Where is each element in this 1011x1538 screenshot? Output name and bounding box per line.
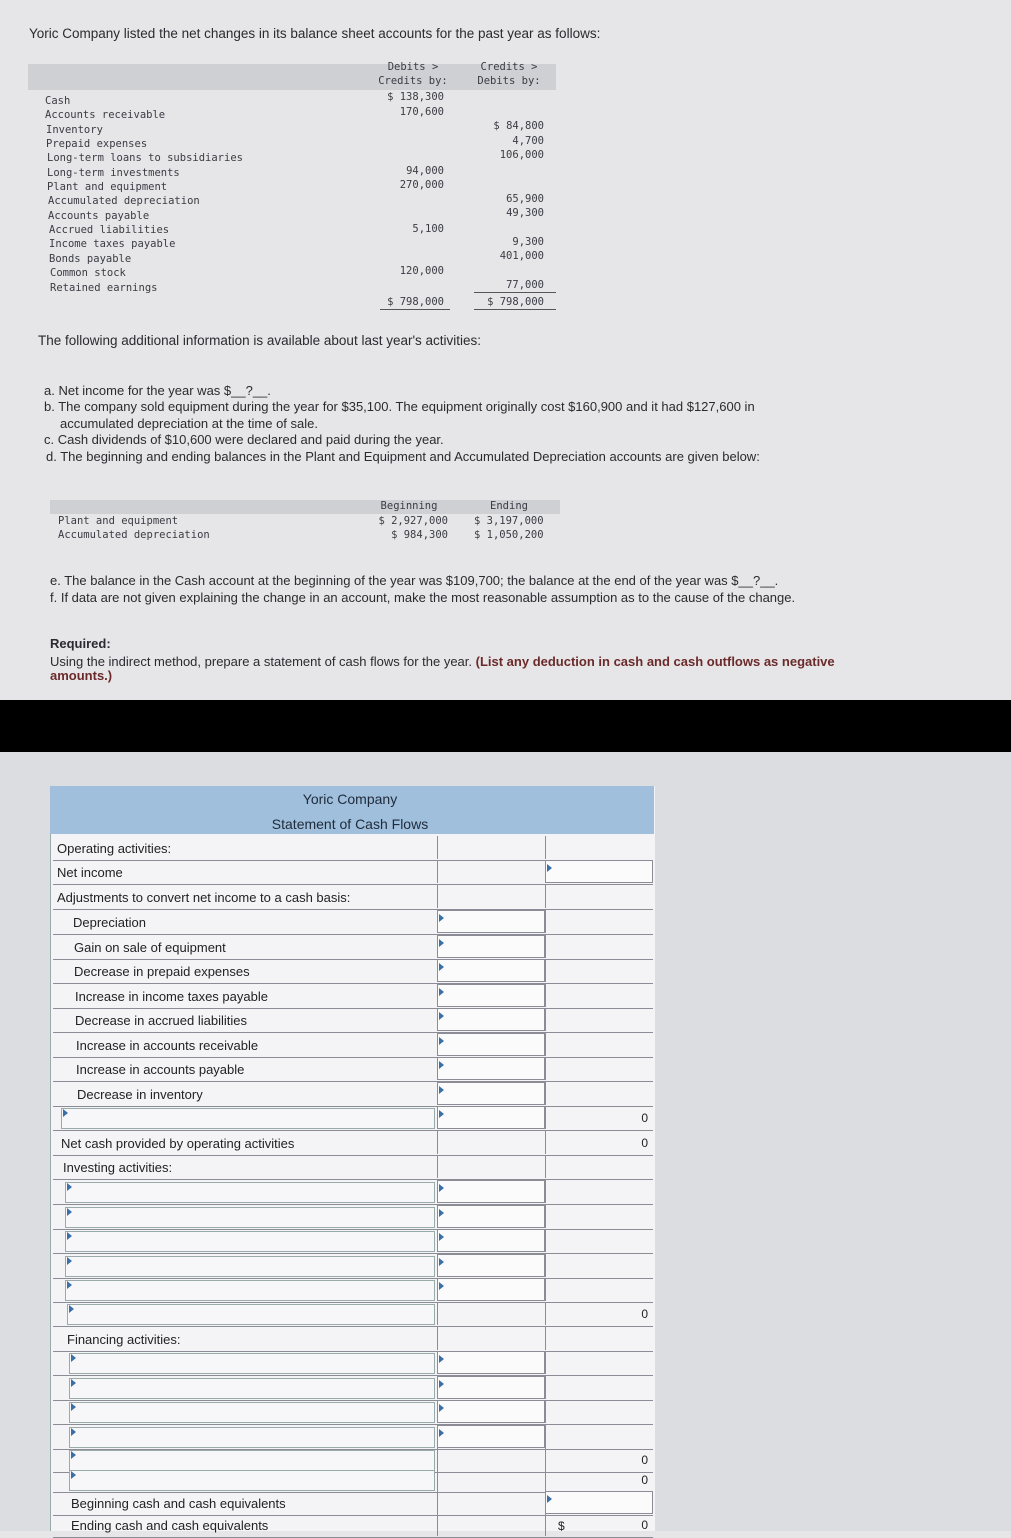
statement-input-row[interactable] <box>53 1205 653 1230</box>
amount-cell[interactable] <box>437 1180 545 1203</box>
statement-row-label: Depreciation <box>73 915 146 930</box>
amount-cell <box>437 1131 546 1154</box>
amount-cell <box>437 1513 546 1536</box>
statement-row-label: Increase in accounts receivable <box>76 1037 259 1053</box>
amount-cell <box>437 1491 546 1514</box>
statement-row <box>53 885 653 910</box>
statement-input-row[interactable] <box>53 1425 653 1450</box>
dropdown-arrow-icon[interactable] <box>67 1183 72 1191</box>
amount-cell[interactable] <box>437 1008 545 1031</box>
pe-row-ending: $ 3,197,000 <box>474 515 544 527</box>
statement-row <box>53 1327 653 1352</box>
total-cell <box>545 1254 654 1277</box>
dropdown-arrow-icon[interactable] <box>69 1305 74 1313</box>
dollar-sign: $ <box>558 1519 565 1533</box>
statement-row <box>53 1155 653 1180</box>
balance-row-credit: $ 84,800 <box>493 120 544 132</box>
cell-marker-icon <box>439 1209 444 1217</box>
dropdown-arrow-icon[interactable] <box>71 1428 76 1436</box>
balance-row-label: Income taxes payable <box>49 238 176 250</box>
statement-row <box>53 1082 653 1107</box>
cell-marker-icon <box>547 1495 552 1503</box>
amount-cell[interactable] <box>437 984 545 1007</box>
amount-cell[interactable] <box>437 1400 545 1423</box>
required-text <box>50 654 835 669</box>
cell-marker-icon <box>439 963 444 971</box>
statement-row-label: Net income <box>57 865 123 880</box>
statement-row-label: Financing activities: <box>67 1332 181 1347</box>
amount-cell[interactable] <box>437 1205 545 1228</box>
statement-row <box>53 1033 653 1058</box>
dropdown-arrow-icon[interactable] <box>71 1354 76 1362</box>
total-cell <box>545 910 654 933</box>
dropdown-arrow-icon[interactable] <box>67 1281 72 1289</box>
balance-row-credit: 106,000 <box>499 149 544 161</box>
statement-input-row[interactable] <box>53 1400 653 1425</box>
balance-row-label: Long-term loans to subsidiaries <box>47 152 243 164</box>
statement-row <box>53 959 653 984</box>
statement-row <box>53 910 653 935</box>
balance-row-credit: 4,700 <box>512 135 544 147</box>
statement-row-label: Investing activities: <box>63 1160 173 1175</box>
cell-marker-icon <box>439 1037 444 1045</box>
amount-cell <box>437 1468 546 1491</box>
total-cell <box>545 1106 654 1129</box>
total-cell <box>545 1376 654 1399</box>
balance-row-label: Accumulated depreciation <box>48 195 200 207</box>
statement-input-row[interactable] <box>53 1302 653 1327</box>
total-cell <box>545 1082 654 1105</box>
amount-cell[interactable] <box>437 1376 545 1399</box>
balance-row-debit: 94,000 <box>406 165 444 177</box>
statement-input-row[interactable] <box>53 1278 653 1303</box>
balance-row-label: Accounts receivable <box>45 109 166 121</box>
balance-row-label: Long-term investments <box>47 167 180 179</box>
cell-marker-icon <box>439 1012 444 1020</box>
info-c: c. Cash dividends of $10,600 were declared and paid during the year. <box>44 432 444 447</box>
total-value: 0 <box>641 1111 648 1125</box>
black-band <box>0 700 1011 752</box>
statement-input-row[interactable] <box>53 1254 653 1279</box>
info-f: f. If data are not given explaining the change in an account, make the most reasonable assumption as to the cause of the change. <box>50 590 796 605</box>
total-cell <box>545 1033 654 1056</box>
cell-marker-icon <box>439 1233 444 1241</box>
amount-cell <box>437 836 546 859</box>
info-b-cont: accumulated depreciation at the time of sale. <box>60 416 318 431</box>
cell-marker-icon <box>439 1258 444 1266</box>
total-cell <box>545 885 654 908</box>
statement-input-row[interactable] <box>53 1351 653 1376</box>
cell-marker-icon <box>439 1380 444 1388</box>
account-name-input[interactable] <box>65 1256 435 1277</box>
credit-total-underline <box>474 309 556 310</box>
balance-row-credit: 9,300 <box>512 236 544 248</box>
additional-info-intro: The following additional information is available about last year's activities: <box>38 333 482 348</box>
info-b: b. The company sold equipment during the year for $35,100. The equipment originally cost $160,900 and it had $127,600 in <box>44 399 755 414</box>
total-cell[interactable] <box>545 1491 653 1514</box>
total-credit: $ 798,000 <box>487 296 544 308</box>
required-note: (List any deduction in cash and cash outflows as negative <box>475 654 835 669</box>
total-debit: $ 798,000 <box>387 296 444 308</box>
amount-cell <box>437 885 546 908</box>
total-cell <box>545 935 654 958</box>
cell-marker-icon <box>439 1061 444 1069</box>
accdep-row-ending: $ 1,050,200 <box>474 529 544 541</box>
statement-row <box>53 1131 653 1156</box>
balance-row-debit: 120,000 <box>399 265 444 277</box>
total-cell <box>545 1180 654 1203</box>
total-value: 0 <box>641 1518 648 1532</box>
statement-row <box>53 1008 653 1033</box>
statement-row-label: Increase in accounts payable <box>76 1062 245 1077</box>
dropdown-arrow-icon[interactable] <box>63 1109 68 1117</box>
total-cell <box>545 1008 654 1031</box>
amount-cell[interactable] <box>437 1278 545 1301</box>
account-name-input[interactable] <box>65 1207 435 1228</box>
total-cell <box>545 1131 654 1154</box>
balance-row-label: Plant and equipment <box>47 181 168 193</box>
statement-title: Statement of Cash Flows <box>271 816 429 832</box>
amount-cell[interactable] <box>437 1425 545 1448</box>
info-a: a. Net income for the year was $__?__. <box>44 383 271 398</box>
balance-row-debit: 5,100 <box>412 223 444 235</box>
amount-cell[interactable] <box>437 1351 545 1374</box>
balance-row-credit: 49,300 <box>506 207 544 219</box>
cell-marker-icon <box>439 1282 444 1290</box>
required-instruction: Using the indirect method, prepare a statement of cash flows for the year. <box>50 654 472 669</box>
statement-input-row[interactable] <box>53 1468 653 1493</box>
statement-input-row[interactable] <box>53 1229 653 1254</box>
total-value: 0 <box>641 1453 648 1467</box>
amount-cell[interactable] <box>437 1057 545 1080</box>
dropdown-arrow-icon[interactable] <box>67 1257 72 1265</box>
total-cell <box>545 1468 654 1491</box>
total-value: 0 <box>641 1307 648 1321</box>
balance-row-label: Bonds payable <box>49 253 132 265</box>
cell-marker-icon <box>439 1429 444 1437</box>
total-cell <box>545 1278 654 1301</box>
statement-row <box>53 984 653 1009</box>
credit-column-header: Credits > Debits by: <box>477 61 541 87</box>
total-cell <box>545 836 654 859</box>
pe-row-beginning: $ 2,927,000 <box>378 515 448 527</box>
amount-cell[interactable] <box>437 1033 545 1056</box>
cell-marker-icon <box>439 1355 444 1363</box>
debit-total-underline <box>380 309 450 310</box>
balance-row-label: Prepaid expenses <box>46 138 148 150</box>
total-cell <box>545 1057 654 1080</box>
statement-company: Yoric Company <box>302 791 398 807</box>
balance-row-debit: 270,000 <box>399 179 444 191</box>
debit-column-header: Debits > Credits by: <box>378 61 448 87</box>
accdep-row-label: Accumulated depreciation <box>58 529 210 541</box>
total-cell <box>545 1155 654 1178</box>
statement-row-label: Net cash provided by operating activities <box>61 1136 295 1151</box>
cell-marker-icon <box>547 864 552 872</box>
dropdown-arrow-icon[interactable] <box>71 1471 76 1479</box>
total-cell <box>545 1302 654 1325</box>
cell-marker-icon <box>439 914 444 922</box>
total-value: 0 <box>641 1136 648 1150</box>
statement-row <box>53 860 653 885</box>
statement-input-row[interactable] <box>53 1106 653 1131</box>
cell-marker-icon <box>439 1086 444 1094</box>
balance-row-label: Accounts payable <box>48 210 150 222</box>
dropdown-arrow-icon[interactable] <box>67 1208 72 1216</box>
total-cell <box>545 1513 654 1536</box>
account-name-input[interactable] <box>65 1280 435 1301</box>
account-name-input[interactable] <box>69 1378 435 1399</box>
required-heading: Required: <box>50 636 111 651</box>
statement-row-label: Beginning cash and cash equivalents <box>71 1496 286 1511</box>
total-cell <box>545 959 654 982</box>
account-name-input[interactable] <box>67 1304 435 1325</box>
statement-row <box>53 935 653 960</box>
amount-cell[interactable] <box>437 910 545 933</box>
total-cell <box>545 1425 654 1448</box>
balance-row-label: Common stock <box>50 267 126 279</box>
statement-row-label: Decrease in inventory <box>77 1086 203 1102</box>
pe-row-label: Plant and equipment <box>58 515 179 527</box>
account-name-input[interactable] <box>69 1427 435 1448</box>
info-e: e. The balance in the Cash account at the beginning of the year was $109,700; the balance at the end of the year was $__?__. <box>50 573 779 588</box>
balance-row-label: Inventory <box>46 124 103 136</box>
amount-cell[interactable] <box>437 1082 545 1105</box>
credit-total-rule <box>474 292 556 293</box>
total-value: 0 <box>641 1473 648 1487</box>
balance-row-credit: 401,000 <box>499 250 544 262</box>
account-name-input[interactable] <box>69 1402 435 1423</box>
statement-row-label: Gain on sale of equipment <box>74 939 226 955</box>
total-cell <box>545 1327 654 1350</box>
accdep-row-beginning: $ 984,300 <box>391 529 448 541</box>
required-note-cont: amounts.) <box>50 668 113 683</box>
amount-cell[interactable] <box>437 959 545 982</box>
balance-row-label: Cash <box>45 95 71 107</box>
statement-row-label: Decrease in accrued liabilities <box>75 1013 247 1028</box>
balance-row-label: Retained earnings <box>50 282 158 294</box>
amount-cell <box>437 1155 546 1178</box>
amount-cell[interactable] <box>437 1229 545 1252</box>
amount-cell <box>437 1327 546 1350</box>
total-cell <box>545 1400 654 1423</box>
statement-row-label: Ending cash and cash equivalents <box>71 1518 269 1533</box>
cell-marker-icon <box>439 988 444 996</box>
account-name-input[interactable] <box>65 1231 435 1252</box>
info-d: d. The beginning and ending balances in the Plant and Equipment and Accumulated Depreciation accounts are given below: <box>46 449 760 464</box>
total-cell[interactable] <box>545 860 653 883</box>
statement-input-row[interactable] <box>53 1376 653 1401</box>
amount-cell <box>437 1302 546 1325</box>
total-cell <box>545 1205 654 1228</box>
pe-ending-header: Ending <box>490 500 528 512</box>
balance-row-credit: 77,000 <box>506 279 544 291</box>
statement-row-label: Operating activities: <box>57 841 172 856</box>
account-name-input[interactable] <box>65 1182 435 1203</box>
statement-row <box>53 1057 653 1082</box>
account-name-input[interactable] <box>69 1353 435 1374</box>
statement-row <box>53 836 653 861</box>
statement-row <box>53 1513 653 1538</box>
cell-marker-icon <box>439 939 444 947</box>
account-name-input[interactable] <box>61 1108 435 1129</box>
account-name-input[interactable] <box>69 1470 435 1491</box>
dropdown-arrow-icon[interactable] <box>71 1403 76 1411</box>
balance-row-debit: 170,600 <box>399 106 444 118</box>
balance-row-debit: $ 138,300 <box>387 91 444 103</box>
balance-row-label: Accrued liabilities <box>49 224 170 236</box>
amount-cell <box>437 860 546 883</box>
total-cell <box>545 1229 654 1252</box>
amount-cell[interactable] <box>437 1254 545 1277</box>
statement-row-label: Increase in income taxes payable <box>75 988 268 1004</box>
statement-row-label: Adjustments to convert net income to a cash basis: <box>57 890 351 905</box>
intro-text: Yoric Company listed the net changes in its balance sheet accounts for the past year as follows: <box>29 26 601 41</box>
dropdown-arrow-icon[interactable] <box>71 1451 76 1459</box>
amount-cell[interactable] <box>437 1106 545 1129</box>
dropdown-arrow-icon[interactable] <box>67 1232 72 1240</box>
dropdown-arrow-icon[interactable] <box>71 1379 76 1387</box>
statement-input-row[interactable] <box>53 1180 653 1205</box>
amount-cell[interactable] <box>437 935 545 958</box>
balance-row-credit: 65,900 <box>506 193 544 205</box>
total-cell <box>545 984 654 1007</box>
pe-beginning-header: Beginning <box>380 500 438 512</box>
cell-marker-icon <box>439 1110 444 1118</box>
total-cell <box>545 1351 654 1374</box>
cell-marker-icon <box>439 1184 444 1192</box>
statement-row-label: Decrease in prepaid expenses <box>74 964 250 979</box>
cell-marker-icon <box>439 1404 444 1412</box>
